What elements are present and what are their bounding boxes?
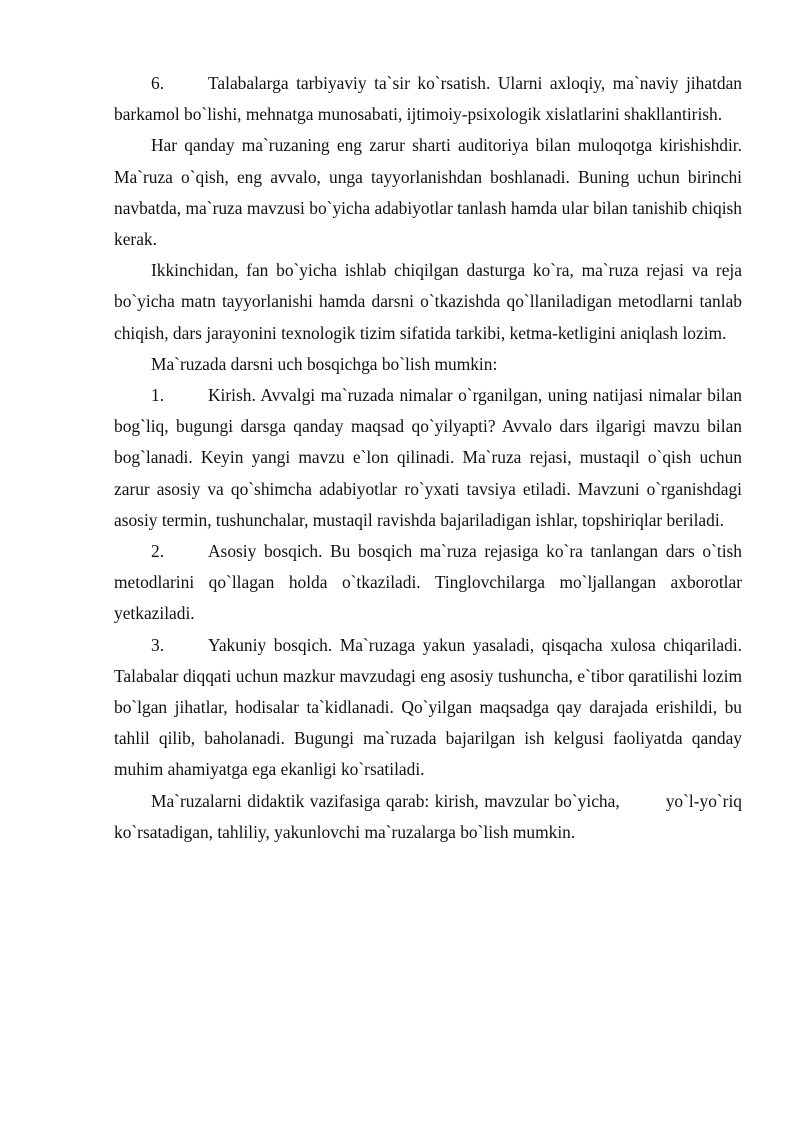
paragraph-4 (114, 786, 742, 848)
paragraph-4-part-1: Ma`ruzalarni didaktik vazifasiga qarab: kirish, mavzular bo`yicha, (151, 790, 620, 811)
paragraph-2: Ikkinchidan, fan bo`yicha ishlab chiqilgan dasturga ko`ra, ma`ruza rejasi va reja bo`yicha matn tayyorlanishi hamda darsni o`tkazishda qo`llaniladigan metodlarni tanlab chiqish, dars jarayonini texnologik tizim sifatida tarkibi, ketma-ketligini aniqlash lozim. (114, 260, 742, 343)
list-item-text: Talabalarga tarbiyaviy ta`sir ko`rsatish. Ularni axloqiy, ma`naviy jihatdan barkamol bo`lishi, mehnatga munosabati, ijtimoiy-psixologik xislatlarini shakllantirish. (114, 73, 742, 125)
list-item-text: Yakuniy bosqich. Ma`ruzaga yakun yasaladi, qisqacha xulosa chiqariladi. Talabalar diqqati uchun mazkur mavzudagi eng asosiy tushuncha, e`tibor qaratilishi lozim bo`lgan jihatlar, hodisalar ta`kidlanadi. Qo`yilgan maqsadga qay darajada erishildi, bu tahlil qilib, baholanadi. Bugungi ma`ruzada bajarilgan ish kelgusi faoliyatda qanday muhim ahamiyatga ega ekanligi ko`rsatiladi. (114, 634, 742, 780)
list-item-text: Kirish. Avvalgi ma`ruzada nimalar o`rganilgan, uning natijasi nimalar bilan bog`liq, bugungi darsga qanday maqsad qo`yilyapti? Avvalo dars ilgarigi mavzu bilan bog`lanadi. Keyin yangi mavzu e`lon qilinadi. Ma`ruza rejasi, mustaqil o`qish uchun zarur asosiy va qo`shimcha adabiyotlar ro`yxati tavsiya etiladi. Mavzuni o`rganishdagi asosiy termin, tushunchalar, mustaqil ravishda bajariladigan ishlar, topshiriqlar beriladi. (114, 385, 742, 530)
list-item-6 (114, 68, 742, 130)
list-item-1 (114, 380, 742, 536)
list-item-number: 1. (151, 385, 165, 406)
list-item-2 (114, 536, 742, 630)
paragraph-1: Har qanday ma`ruzaning eng zarur sharti auditoriya bilan muloqotga kirishishdir. Ma`ruza o`qish, eng avvalo, unga tayyorlanishdan boshlanadi. Buning uchun birinchi navbatda, ma`ruza mavzusi bo`yicha adabiyotlar tanlash hamda ular bilan tanishib chiqish kerak. (114, 135, 742, 250)
paragraph-3: Ma`ruzada darsni uch bosqichga bo`lish mumkin: (151, 353, 498, 374)
list-item-3 (114, 630, 742, 786)
list-item-number: 2. (151, 541, 165, 562)
list-item-number: 3. (151, 634, 165, 655)
paragraph-4-part-2: yo`l-yo`riq ko`rsatadigan, tahliliy, yakunlovchi ma`ruzalarga bo`lish mumkin. (114, 790, 742, 842)
document-page (114, 68, 742, 848)
list-item-text: Asosiy bosqich. Bu bosqich ma`ruza rejasiga ko`ra tanlangan dars o`tish metodlarini qo`llagan holda o`tkaziladi. Tinglovchilarga mo`ljallangan axborotlar yetkaziladi. (114, 541, 742, 624)
list-item-number: 6. (151, 73, 165, 93)
